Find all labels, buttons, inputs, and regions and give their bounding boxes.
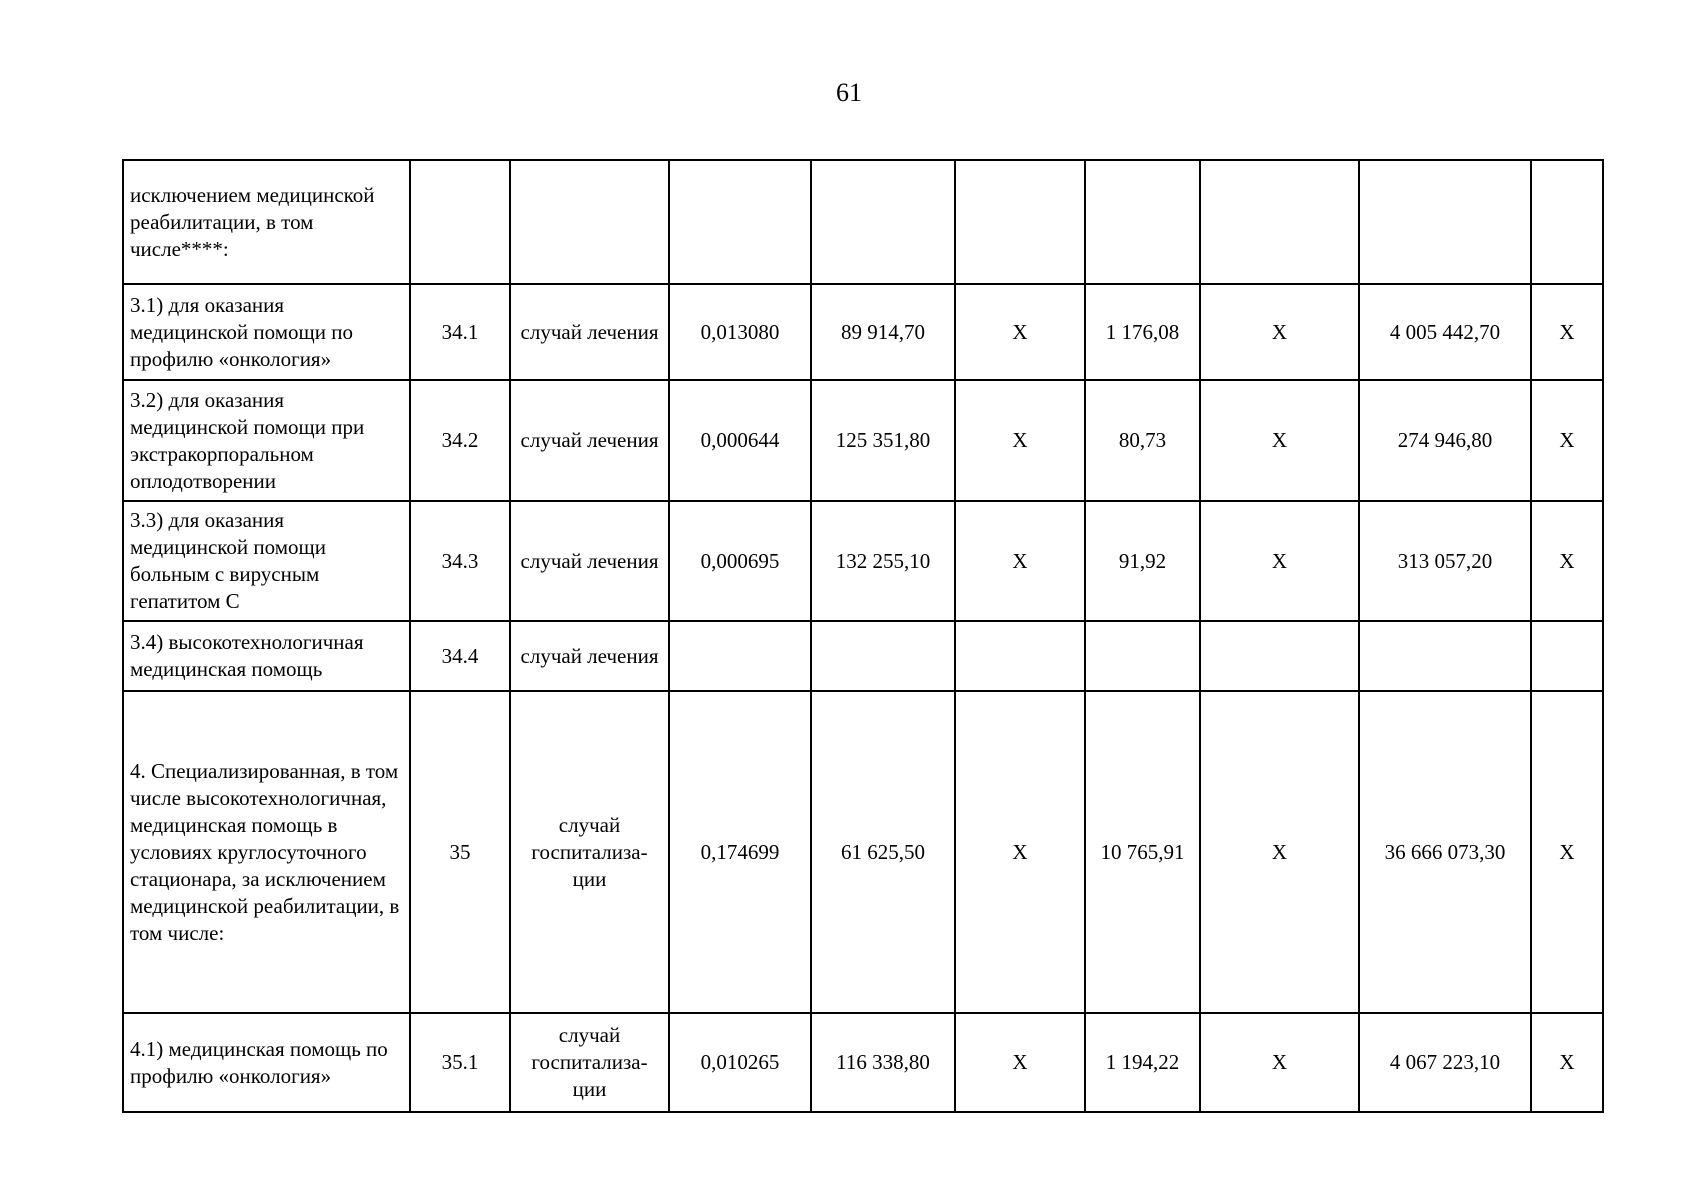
- row-unit: [510, 160, 669, 284]
- row-description: 4.1) медицинская помощь по профилю «онкология»: [123, 1013, 410, 1112]
- row-code: 34.3: [410, 501, 510, 621]
- row-col7: 1 194,22: [1085, 1013, 1200, 1112]
- row-cost: 89 914,70: [811, 284, 955, 380]
- row-norm: 0,000644: [669, 380, 811, 501]
- row-col10: [1531, 621, 1603, 691]
- row-description: 3.3) для оказания медицинской помощи больным с вирусным гепатитом С: [123, 501, 410, 621]
- table-row: [123, 621, 1603, 691]
- row-norm: [669, 621, 811, 691]
- row-col6: X: [955, 284, 1085, 380]
- row-col6: [955, 160, 1085, 284]
- row-col8: X: [1200, 691, 1359, 1013]
- row-unit: случай лечения: [510, 501, 669, 621]
- row-code: 34.1: [410, 284, 510, 380]
- row-col10: X: [1531, 1013, 1603, 1112]
- row-norm: 0,174699: [669, 691, 811, 1013]
- row-unit: случай лечения: [510, 284, 669, 380]
- row-col7: 1 176,08: [1085, 284, 1200, 380]
- row-cost: 116 338,80: [811, 1013, 955, 1112]
- row-col10: X: [1531, 501, 1603, 621]
- row-norm: 0,013080: [669, 284, 811, 380]
- row-description: 3.2) для оказания медицинской помощи при экстракорпоральном оплодотворении: [123, 380, 410, 501]
- row-col8: [1200, 621, 1359, 691]
- row-col6: [955, 621, 1085, 691]
- table-row: [123, 160, 1603, 284]
- row-col8: [1200, 160, 1359, 284]
- table-row: [123, 380, 1603, 501]
- row-col10: [1531, 160, 1603, 284]
- row-norm: 0,000695: [669, 501, 811, 621]
- table-row: [123, 1013, 1603, 1112]
- row-col9: 313 057,20: [1359, 501, 1531, 621]
- row-unit: случай госпитализа-ции: [510, 691, 669, 1013]
- row-col6: X: [955, 501, 1085, 621]
- row-col9: 36 666 073,30: [1359, 691, 1531, 1013]
- row-col10: X: [1531, 691, 1603, 1013]
- row-col8: X: [1200, 380, 1359, 501]
- row-col6: X: [955, 691, 1085, 1013]
- row-code: 35.1: [410, 1013, 510, 1112]
- row-cost: [811, 621, 955, 691]
- row-col9: [1359, 621, 1531, 691]
- page-number: 61: [836, 78, 862, 107]
- row-cost: 132 255,10: [811, 501, 955, 621]
- row-col7: [1085, 160, 1200, 284]
- row-col7: 80,73: [1085, 380, 1200, 501]
- row-col9: [1359, 160, 1531, 284]
- data-table: [122, 159, 1604, 1113]
- row-unit: случай лечения: [510, 380, 669, 501]
- row-norm: [669, 160, 811, 284]
- row-description: 3.1) для оказания медицинской помощи по профилю «онкология»: [123, 284, 410, 380]
- row-col8: X: [1200, 1013, 1359, 1112]
- row-cost: 125 351,80: [811, 380, 955, 501]
- row-unit: случай лечения: [510, 621, 669, 691]
- row-description: 4. Специализированная, в том числе высокотехнологичная, медицинская помощь в условиях круглосуточного стационара, за исключением медицинской реабилитации, в том числе:: [123, 691, 410, 1013]
- row-col8: X: [1200, 284, 1359, 380]
- row-code: 34.2: [410, 380, 510, 501]
- row-norm: 0,010265: [669, 1013, 811, 1112]
- row-unit: случай госпитализа-ции: [510, 1013, 669, 1112]
- row-col6: X: [955, 1013, 1085, 1112]
- row-code: 34.4: [410, 621, 510, 691]
- table-row: [123, 501, 1603, 621]
- row-code: 35: [410, 691, 510, 1013]
- row-description: исключением медицинской реабилитации, в том числе****:: [123, 160, 410, 284]
- row-col9: 274 946,80: [1359, 380, 1531, 501]
- row-code: [410, 160, 510, 284]
- row-col7: 10 765,91: [1085, 691, 1200, 1013]
- row-col10: X: [1531, 380, 1603, 501]
- table-row: [123, 284, 1603, 380]
- row-description: 3.4) высокотехнологичная медицинская помощь: [123, 621, 410, 691]
- row-col7: 91,92: [1085, 501, 1200, 621]
- row-col7: [1085, 621, 1200, 691]
- row-col8: X: [1200, 501, 1359, 621]
- row-cost: [811, 160, 955, 284]
- row-col6: X: [955, 380, 1085, 501]
- row-col10: X: [1531, 284, 1603, 380]
- table-row: [123, 691, 1603, 1013]
- row-col9: 4 005 442,70: [1359, 284, 1531, 380]
- row-cost: 61 625,50: [811, 691, 955, 1013]
- row-col9: 4 067 223,10: [1359, 1013, 1531, 1112]
